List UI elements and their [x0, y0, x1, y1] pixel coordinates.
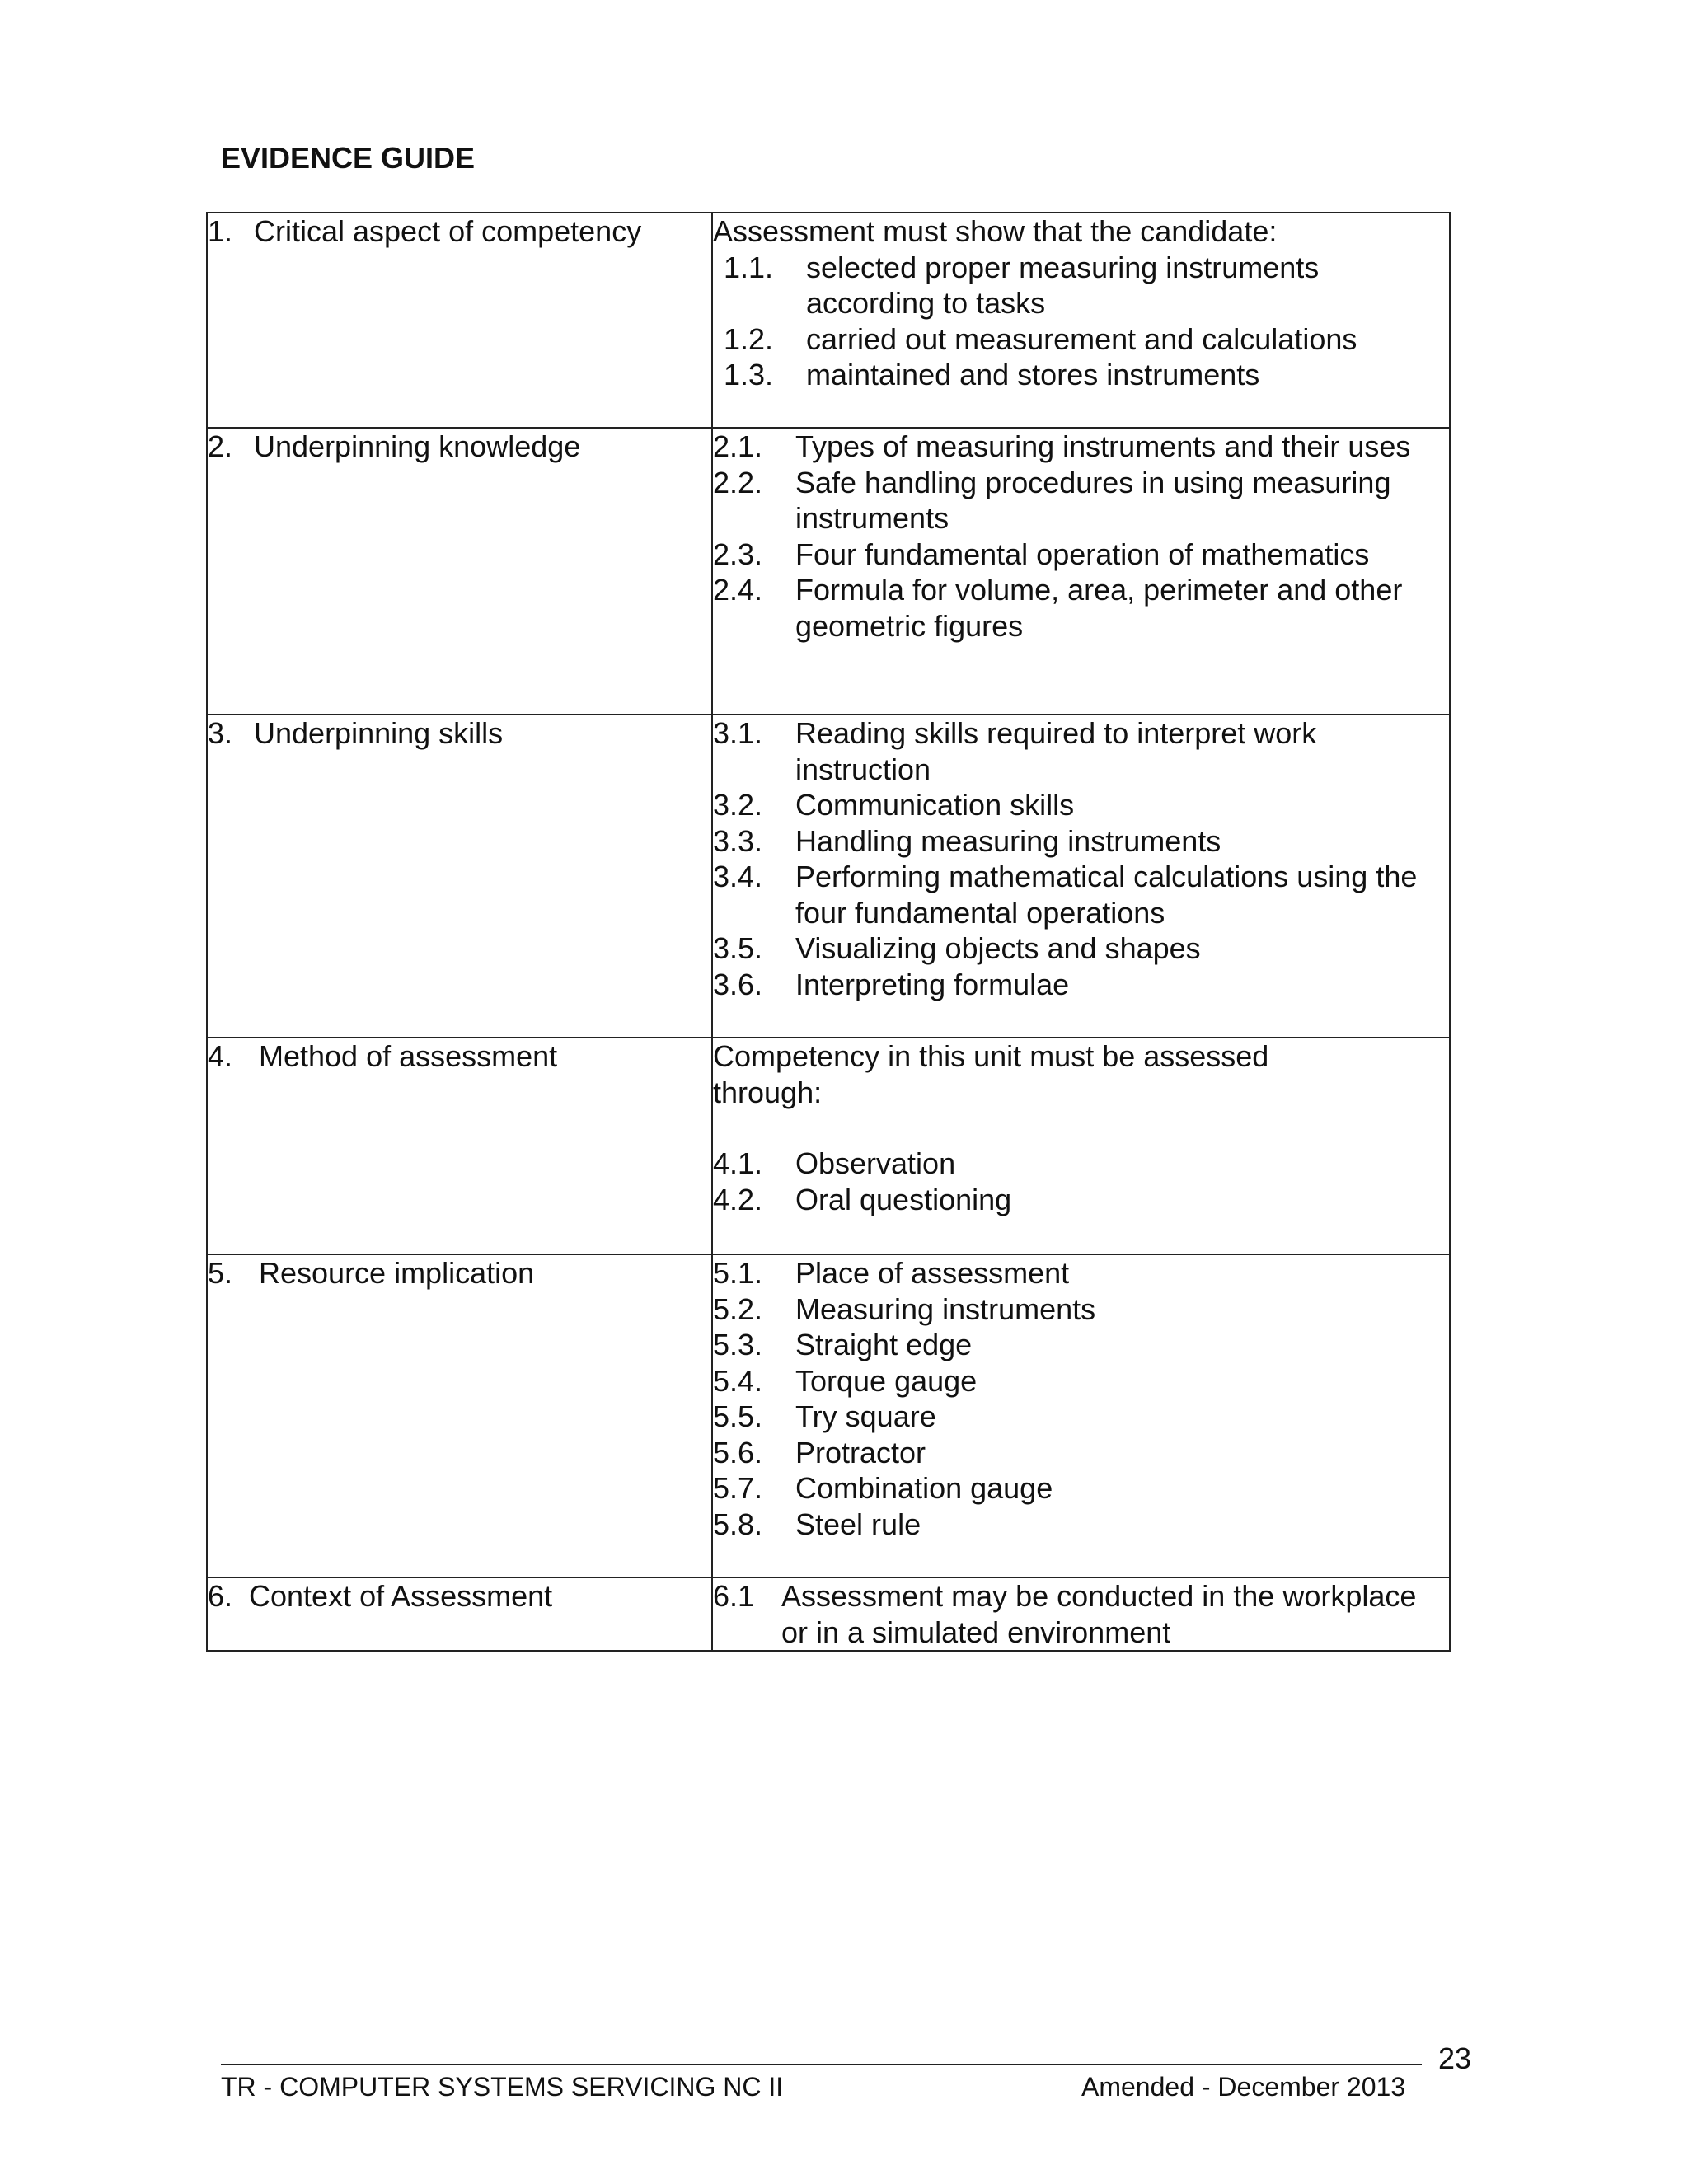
row-number: 3. — [208, 716, 233, 750]
row-label-cell — [207, 1254, 712, 1577]
footer-document-title: TR - COMPUTER SYSTEMS SERVICING NC II — [221, 2072, 784, 2102]
page-number: 23 — [1438, 2041, 1472, 2075]
item-number: 2.3. — [713, 537, 763, 571]
row-intro: Assessment must show that the candidate: — [713, 214, 1278, 248]
row-label: Critical aspect of competency — [254, 214, 642, 248]
item-text: Interpreting formulae — [795, 967, 1070, 1001]
item-text: selected proper measuring instruments according to tasks — [806, 250, 1320, 320]
item-number: 6.1 — [713, 1579, 755, 1613]
item-text: Oral questioning — [795, 1182, 1012, 1216]
item-number: 3.4. — [713, 860, 763, 893]
item-number: 3.3. — [713, 823, 763, 858]
item-text: Formula for volume, area, perimeter and other geometric figures — [795, 573, 1403, 643]
row-label-cell — [207, 428, 712, 715]
row-label: Underpinning skills — [254, 716, 504, 750]
row-label-cell — [207, 1038, 712, 1254]
item-number: 3.1. — [713, 716, 763, 750]
list-item — [713, 1182, 1449, 1218]
list-item — [713, 572, 1449, 644]
item-text: Observation — [795, 1146, 956, 1180]
item-text: Types of measuring instruments and their uses — [795, 429, 1411, 463]
list-item — [713, 429, 1449, 465]
item-text: Steel rule — [795, 1507, 921, 1541]
row-number: 5. — [208, 1256, 233, 1290]
list-item — [713, 967, 1449, 1003]
item-number: 4.2. — [713, 1182, 763, 1216]
row-number: 2. — [208, 429, 233, 463]
item-number: 2.2. — [713, 465, 763, 499]
item-text: Four fundamental operation of mathematics — [795, 537, 1370, 571]
item-text: Communication skills — [795, 788, 1075, 822]
item-text: Try square — [795, 1399, 936, 1433]
item-number: 3.5. — [713, 931, 763, 965]
footer-rule — [221, 2064, 1422, 2065]
row-content-cell — [712, 715, 1450, 1038]
table-row — [207, 213, 1450, 428]
item-text: maintained and stores instruments — [806, 358, 1260, 391]
list-item — [724, 357, 1449, 393]
row-content-cell — [712, 428, 1450, 715]
list-item — [713, 1399, 1449, 1435]
row-label-cell — [207, 1577, 712, 1651]
item-text: Combination gauge — [795, 1471, 1053, 1505]
list-item — [713, 1578, 1449, 1650]
list-item — [724, 321, 1449, 358]
item-text: Reading skills required to interpret work instruction — [795, 716, 1317, 786]
item-number: 5.3. — [713, 1328, 763, 1361]
list-item — [724, 250, 1449, 321]
item-text: Straight edge — [795, 1328, 973, 1361]
item-number: 5.2. — [713, 1291, 763, 1326]
item-text: Handling measuring instruments — [795, 823, 1221, 858]
item-text: Safe handling procedures in using measuring instruments — [795, 465, 1391, 535]
evidence-guide-table — [206, 212, 1451, 1652]
list-item — [713, 859, 1449, 930]
item-number: 5.6. — [713, 1435, 763, 1469]
row-number: 6. — [208, 1579, 233, 1613]
list-item — [713, 823, 1449, 860]
footer-amendment-date: Amended - December 2013 — [1081, 2072, 1406, 2102]
item-number: 5.8. — [713, 1507, 763, 1541]
item-text: Torque gauge — [795, 1363, 978, 1398]
row-label: Underpinning knowledge — [254, 429, 581, 463]
row-number: 4. — [208, 1039, 233, 1073]
item-text: Measuring instruments — [795, 1291, 1096, 1326]
item-number: 5.1. — [713, 1256, 763, 1290]
list-item — [713, 1435, 1449, 1471]
item-text: Protractor — [795, 1435, 926, 1469]
item-number: 2.1. — [713, 429, 763, 463]
item-text: Performing mathematical calculations using the four fundamental operations — [795, 860, 1418, 930]
list-item — [713, 1146, 1449, 1182]
row-label: Resource implication — [259, 1256, 535, 1290]
list-item — [713, 537, 1449, 573]
item-text: Visualizing objects and shapes — [795, 931, 1201, 965]
table-row — [207, 1038, 1450, 1254]
item-number: 3.2. — [713, 788, 763, 822]
row-label-cell — [207, 213, 712, 428]
list-item — [713, 1507, 1449, 1543]
list-item — [713, 930, 1449, 967]
item-number: 1.3. — [724, 358, 774, 391]
item-text: Place of assessment — [795, 1256, 1070, 1290]
item-text: Assessment may be conducted in the workplace or in a simulated environment — [781, 1579, 1417, 1649]
row-label: Context of Assessment — [249, 1579, 553, 1613]
row-content-cell — [712, 213, 1450, 428]
table-row — [207, 715, 1450, 1038]
row-number: 1. — [208, 214, 233, 248]
list-item — [713, 1255, 1449, 1291]
row-intro: Competency in this unit must be assessed through: — [713, 1039, 1269, 1109]
list-item — [713, 1363, 1449, 1399]
item-number: 2.4. — [713, 573, 763, 607]
list-item — [713, 1470, 1449, 1507]
table-row — [207, 1254, 1450, 1577]
row-label-cell — [207, 715, 712, 1038]
item-number: 3.6. — [713, 967, 763, 1001]
item-number: 4.1. — [713, 1146, 763, 1180]
item-text: carried out measurement and calculations — [806, 321, 1357, 356]
row-label: Method of assessment — [259, 1039, 558, 1073]
list-item — [713, 465, 1449, 537]
page-title: EVIDENCE GUIDE — [221, 141, 476, 175]
item-number: 1.2. — [724, 321, 774, 356]
item-number: 5.7. — [713, 1471, 763, 1505]
list-item — [713, 1291, 1449, 1328]
table-row — [207, 1577, 1450, 1651]
item-number: 1.1. — [724, 250, 774, 284]
row-content-cell — [712, 1254, 1450, 1577]
item-number: 5.4. — [713, 1363, 763, 1398]
row-content-cell — [712, 1577, 1450, 1651]
item-number: 5.5. — [713, 1399, 763, 1433]
list-item — [713, 787, 1449, 823]
table-row — [207, 428, 1450, 715]
row-content-cell — [712, 1038, 1450, 1254]
list-item — [713, 1327, 1449, 1363]
list-item — [713, 715, 1449, 787]
